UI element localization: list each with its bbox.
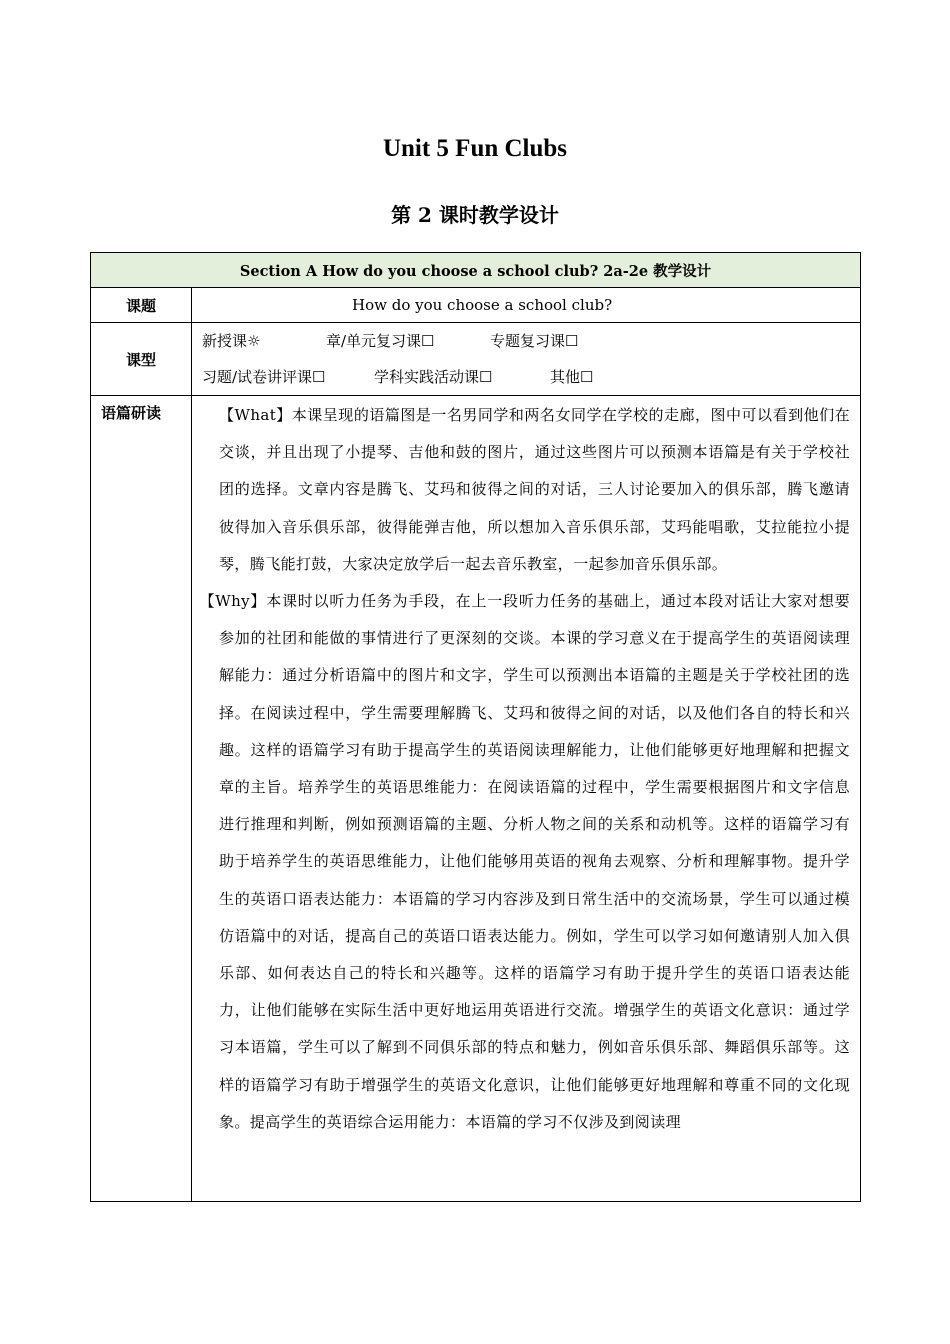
type-option-practice-activity[interactable]: 学科实践活动课☐ xyxy=(374,368,493,386)
table-header-cell xyxy=(91,253,861,288)
topic-row xyxy=(91,288,861,323)
type-option-other[interactable]: 其他☐ xyxy=(550,368,594,386)
type-label: 课型 xyxy=(125,350,156,369)
type-options-row-1 xyxy=(202,323,860,359)
type-option-unit-review[interactable]: 章/单元复习课☐ xyxy=(326,332,435,350)
type-option-exercise-review[interactable]: 习题/试卷讲评课☐ xyxy=(202,368,326,386)
analysis-row xyxy=(91,396,861,1202)
analysis-content-cell xyxy=(192,396,861,1202)
table-header-row xyxy=(91,253,861,288)
analysis-label: 语篇研读 xyxy=(101,404,162,422)
document-title: Unit 5 Fun Clubs xyxy=(382,135,568,162)
type-row xyxy=(91,323,861,396)
lesson-design-table xyxy=(90,252,861,1202)
what-paragraph: 【What】本课呈现的语篇图是一名男同学和两名女同学在学校的走廊，图中可以看到他们在交谈，并且出现了小提琴、吉他和鼓的图片，通过这些图片可以预测本语篇是有关于学校社团的选择。文章内容是腾飞、艾玛和彼得之间的对话，三人讨论要加入的俱乐部，腾飞邀请彼得加入音乐俱乐部，彼得能弹吉他，所以想加入音乐俱乐部，艾玛能唱歌，艾拉能拉小提琴，腾飞能打鼓，大家决定放学后一起去音乐教室，一起参加音乐俱乐部。 xyxy=(219,406,851,573)
type-options-cell xyxy=(192,323,861,396)
document-subtitle: 第 2 课时教学设计 xyxy=(391,203,559,227)
type-option-topic-review[interactable]: 专题复习课☐ xyxy=(490,332,579,350)
type-options-row-2 xyxy=(202,359,860,395)
topic-value-cell xyxy=(192,288,861,323)
analysis-content xyxy=(192,396,860,1201)
topic-value: How do you choose a school club? xyxy=(352,296,613,314)
type-label-cell xyxy=(91,323,192,396)
why-paragraph: 【Why】本课时以听力任务为手段，在上一段听力任务的基础上，通过本段对话让大家对想要参加的社团和能做的事情进行了更深刻的交谈。本课的学习意义在于提高学生的英语阅读理解能力：通过分析语篇中的图片和文字，学生可以预测出本语篇的主题是关于学校社团的选择。在阅读过程中，学生需要理解腾飞、艾玛和彼得之间的对话，以及他们各自的特长和兴趣。这样的语篇学习有助于提高学生的英语阅读理解能力，让他们能够更好地理解和把握文章的主旨。培养学生的英语思维能力：在阅读语篇的过程中，学生需要根据图片和文字信息进行推理和判断，例如预测语篇的主题、分析人物之间的关系和动机等。这样的语篇学习有助于培养学生的英语思维能力，让他们能够用英语的视角去观察、分析和理解事物。提升学生的英语口语表达能力：本语篇的学习内容涉及到日常生活中的交流场景，学生可以通过模仿语篇中的对话，提高自己的英语口语表达能力。例如，学生可以学习如何邀请别人加入俱乐部、如何表达自己的特长和兴趣等。这样的语篇学习有助于提升学生的英语口语表达能力，让他们能够在实际生活中更好地运用英语进行交流。增强学生的英语文化意识：通过学习本语篇，学生可以了解到不同俱乐部的特点和魅力，例如音乐俱乐部、舞蹈俱乐部等。这样的语篇学习有助于增强学生的英语文化意识，让他们能够更好地理解和尊重不同的文化现象。提高学生的英语综合运用能力：本语篇的学习不仅涉及到阅读理 xyxy=(199,592,851,1131)
type-option-new-lesson[interactable]: 新授课☼ xyxy=(202,332,261,350)
topic-label: 课题 xyxy=(125,296,156,315)
topic-label-cell xyxy=(91,288,192,323)
table-header-text: Section A How do you choose a school club? 2a-2e 教学设计 xyxy=(239,262,712,280)
analysis-label-cell xyxy=(91,396,192,1202)
